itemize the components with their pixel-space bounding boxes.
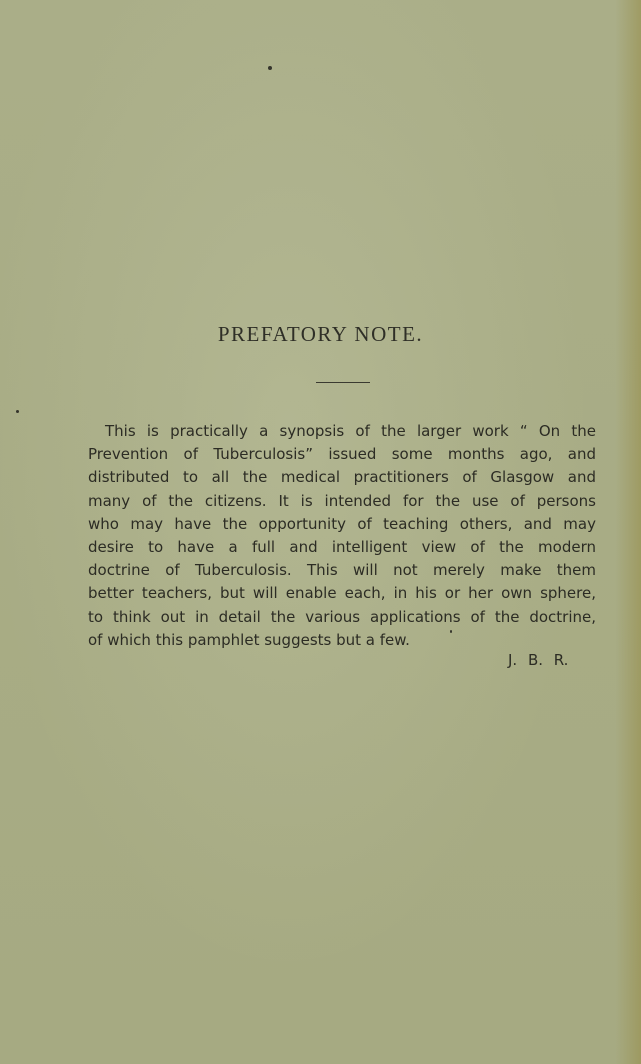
paper-speck	[16, 410, 19, 413]
author-initials: J. B. R.	[508, 651, 569, 669]
paragraph-line: to think out in detail the various applications of the doctrine,	[88, 607, 596, 626]
page-heading: PREFATORY NOTE.	[217, 322, 424, 346]
heading-rule	[316, 382, 370, 383]
paragraph-line: Prevention of Tuberculosis” issued some months ago, and	[88, 445, 596, 464]
prefatory-paragraph	[88, 420, 596, 652]
paragraph-line: desire to have a full and intelligent view of the modern	[88, 538, 596, 557]
paragraph-line: distributed to all the medical practitioners of Glasgow and	[88, 468, 596, 487]
paragraph-line: many of the citizens. It is intended for the use of persons	[88, 491, 596, 510]
paragraph-line: doctrine of Tuberculosis. This will not merely make them	[88, 561, 596, 580]
paragraph-line: who may have the opportunity of teaching others, and may	[88, 514, 596, 533]
paper-speck	[268, 66, 272, 70]
paragraph-line: This is practically a synopsis of the larger work “ On the	[105, 422, 596, 440]
paragraph-line: better teachers, but will enable each, in his or her own sphere,	[88, 584, 596, 603]
paper-speck	[450, 630, 452, 633]
paragraph-line: of which this pamphlet suggests but a few.	[88, 630, 410, 649]
